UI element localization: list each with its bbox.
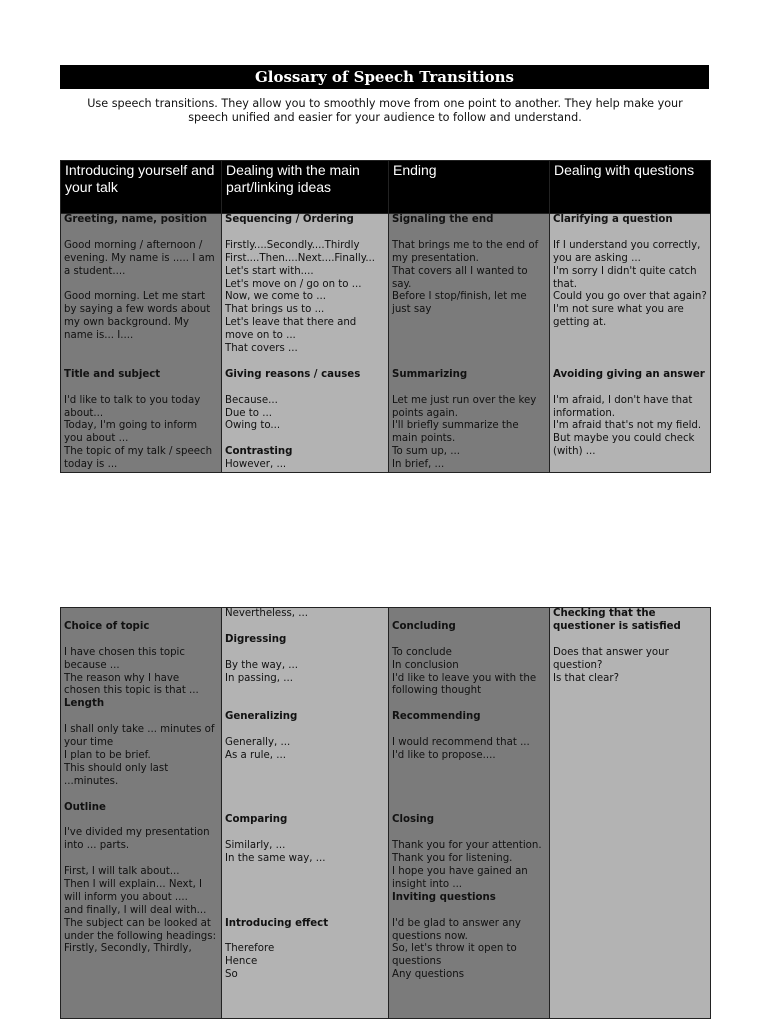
spacer — [225, 905, 385, 918]
section-heading: Recommending — [392, 711, 481, 723]
phrase-list: Firstly....Secondly....Thirdly First....Then....Next....Finally... Let's start with.... Let's move on / go on to ... Now, we come to ... That brings us to ... Let's leave that there and move on to ... That covers ... — [225, 239, 376, 355]
spacer — [392, 724, 546, 737]
spacer — [225, 724, 385, 737]
phrase-list: Similarly, ... In the same way, ... — [225, 840, 326, 865]
spacer — [225, 892, 385, 905]
section-heading: Digressing — [225, 633, 287, 645]
spacer — [392, 382, 546, 395]
spacer — [392, 356, 546, 369]
spacer — [225, 227, 385, 240]
cell-ending — [389, 214, 550, 473]
section-heading: Signaling the end — [392, 214, 494, 225]
spacer — [64, 227, 218, 240]
section-heading: Comparing — [225, 814, 288, 826]
section-heading: Length — [64, 698, 105, 710]
spacer — [225, 698, 385, 711]
cell-questions — [550, 214, 711, 473]
spacer — [553, 382, 707, 395]
spacer — [392, 698, 546, 711]
phrase-list: By the way, ... In passing, ... — [225, 659, 299, 684]
phrase-list: I shall only take ... minutes of your time I plan to be brief. This should only last ...minutes. — [64, 724, 215, 787]
spacer — [392, 634, 546, 647]
spacer — [225, 789, 385, 802]
spacer — [64, 279, 218, 292]
cell-ending-continued — [389, 608, 550, 1019]
section-heading: Choice of topic — [64, 620, 150, 632]
cell-main-part — [222, 214, 389, 473]
section-heading: Sequencing / Ordering — [225, 214, 354, 225]
section-heading: Inviting questions — [392, 891, 496, 903]
cell-questions-continued — [550, 608, 711, 1019]
cell-introducing-continued — [61, 608, 222, 1019]
spacer — [392, 317, 546, 330]
cell-introducing — [61, 214, 222, 473]
spacer — [392, 801, 546, 814]
spacer — [225, 827, 385, 840]
spacer — [392, 330, 546, 343]
section-heading: Avoiding giving an answer — [553, 368, 705, 380]
phrase-list: I've divided my presentation into ... parts. — [64, 827, 210, 852]
spacer — [225, 433, 385, 446]
phrase-list: I'd be glad to answer any questions now. So, let's throw it open to questions Any questions — [392, 917, 521, 981]
spacer — [392, 776, 546, 789]
column-header-main-part: Dealing with the main part/linking ideas — [222, 161, 389, 214]
spacer — [64, 343, 218, 356]
spacer — [392, 608, 546, 621]
section-heading: Introducing effect — [225, 917, 329, 929]
section-heading: Title and subject — [64, 368, 161, 380]
phrase-list: I'm afraid, I don't have that information. I'm afraid that's not my field. But maybe you could check (with) ... — [553, 394, 702, 458]
section-heading: Summarizing — [392, 368, 468, 380]
section-heading: Clarifying a question — [553, 214, 673, 225]
section-heading: Outline — [64, 801, 106, 813]
section-heading: Contrasting — [225, 446, 293, 458]
phrase-list: First, I will talk about... Then I will explain... Next, I will inform you about .... and finally, I will deal with... The subject can be looked at under the following headings: Firstly, Secondly, Thirdly, — [64, 866, 216, 955]
phrase-list: Generally, ... As a rule, ... — [225, 736, 291, 761]
spacer — [64, 853, 218, 866]
phrase-list: I have chosen this topic because ... The reason why I have chosen this topic is that ... — [64, 646, 199, 697]
spacer — [553, 634, 707, 647]
phrase-list: Does that answer your question? Is that clear? — [553, 646, 669, 684]
section-heading: Generalizing — [225, 711, 298, 723]
spacer — [392, 227, 546, 240]
phrase-list: However, ... — [225, 459, 287, 471]
section-heading: Closing — [392, 814, 435, 826]
spacer — [225, 866, 385, 879]
spacer — [225, 685, 385, 698]
phrase-list: Thank you for your attention. Thank you for listening. I hope you have gained an insight into ... — [392, 840, 542, 890]
spacer — [64, 634, 218, 647]
cell-main-part-continued — [222, 608, 389, 1019]
phrase-list: That brings me to the end of my presentation. That covers all I wanted to say. Before I stop/finish, let me just say — [392, 239, 539, 316]
column-header-questions: Dealing with questions — [550, 161, 711, 214]
spacer — [553, 330, 707, 343]
phrase-list: If I understand you correctly, you are asking ... I'm sorry I didn't quite catch that. Could you go over that again? I'm not sure what you are getting at. — [553, 239, 707, 329]
spacer — [553, 227, 707, 240]
spacer — [225, 776, 385, 789]
column-header-introducing: Introducing yourself and your talk — [61, 161, 222, 214]
spacer — [392, 343, 546, 356]
phrase-list: Because... Due to ... Owing to... — [225, 394, 281, 432]
phrase-list: I'd like to talk to you today about... Today, I'm going to inform you about ... The topic of my talk / speech today is ... — [64, 394, 213, 471]
spacer — [64, 382, 218, 395]
glossary-table-part-1 — [60, 160, 711, 473]
phrase-list: Therefore Hence So — [225, 943, 275, 981]
spacer — [225, 382, 385, 395]
phrase-list: Good morning / afternoon / evening. My name is ..... I am a student.... — [64, 239, 215, 277]
spacer — [64, 356, 218, 369]
spacer — [64, 814, 218, 827]
phrase-list: To conclude In conclusion I'd like to leave you with the following thought — [392, 646, 537, 697]
section-heading: Giving reasons / causes — [225, 368, 361, 380]
intro-text: Use speech transitions. They allow you to smoothly move from one point to another. They help make your speech unified and easier for your audience to follow and understand. — [87, 97, 683, 124]
phrase-list: Let me just run over the key points again. I'll briefly summarize the main points. To sum up, ... In brief, ... — [392, 394, 537, 471]
spacer — [392, 905, 546, 918]
section-heading: Concluding — [392, 620, 456, 632]
spacer — [64, 608, 218, 621]
spacer — [64, 789, 218, 802]
spacer — [225, 879, 385, 892]
spacer — [225, 356, 385, 369]
spacer — [225, 801, 385, 814]
spacer — [225, 621, 385, 634]
spacer — [225, 647, 385, 660]
spacer — [553, 343, 707, 356]
spacer — [392, 763, 546, 776]
page-title: Glossary of Speech Transitions — [60, 65, 709, 89]
phrase-list: I would recommend that ... I'd like to propose.... — [392, 737, 530, 761]
spacer — [392, 789, 546, 802]
spacer — [225, 763, 385, 776]
phrase-list: Good morning. Let me start by saying a few words about my own background. My name is... I.... — [64, 291, 211, 342]
section-heading: Checking that the questioner is satisfied — [553, 608, 681, 632]
phrase-list: Nevertheless, ... — [225, 608, 308, 619]
spacer — [225, 930, 385, 943]
spacer — [64, 711, 218, 724]
spacer — [553, 356, 707, 369]
spacer — [392, 827, 546, 840]
column-header-ending: Ending — [389, 161, 550, 214]
section-heading: Greeting, name, position — [64, 214, 208, 225]
glossary-table-part-2 — [60, 607, 711, 1019]
